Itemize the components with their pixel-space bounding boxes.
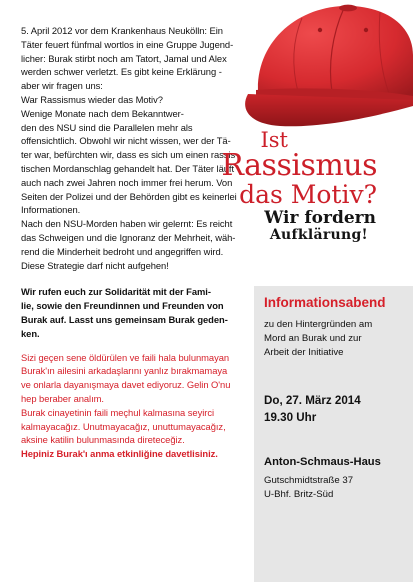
event-datetime: [264, 392, 361, 426]
headline-motiv: das Motiv?: [239, 180, 377, 209]
text-line: aber wir fragen uns:: [21, 80, 103, 92]
text-line: tischen Mordanschlag gehandelt hat. Der Täter läuft: [21, 162, 235, 174]
intro-paragraph: [21, 24, 243, 272]
text-line: das Schweigen und die Ignoranz der Mehrheit, wäh-: [21, 231, 236, 243]
text-line: hep beraber analım.: [21, 392, 104, 404]
text-line: zu den Hintergründen am: [264, 319, 373, 330]
text-line: Wenige Monate nach dem Bekanntwer-: [21, 107, 184, 119]
text-line: 5. April 2012 vor dem Krankenhaus Neukölln: Ein: [21, 25, 223, 36]
headline-ist: Ist: [260, 128, 288, 152]
cap-image: [221, 0, 413, 250]
text-line: Mord an Burak und zur: [264, 333, 362, 344]
text-line: aksine katilin bulunmasında direteceğiz.: [21, 434, 185, 446]
text-line: Burak'ın ailesini arkadaşlarını yanlız bırakmamaya: [21, 365, 228, 377]
text-line: Burak cinayetinin faili meçhul kalmasına seyirci: [21, 406, 214, 418]
venue-street: Gutschmidtstraße 37: [264, 475, 354, 486]
event-title: Informationsabend: [264, 295, 386, 310]
event-venue: Anton-Schmaus-Haus: [264, 456, 381, 468]
text-line: Burak auf. Lasst uns gemeinsam Burak geden-: [21, 313, 228, 325]
text-line: kalmayacağız. Unutmayacağız, unuttumayacağız,: [21, 420, 226, 432]
text-line: Arbeit der Initiative: [264, 347, 344, 358]
event-time: 19.30 Uhr: [264, 411, 317, 424]
text-line: ter war, befürchten wir, dass es sich um einen rassis-: [21, 149, 239, 161]
event-date: Do, 27. März 2014: [264, 394, 361, 407]
text-line: Diese Strategie darf nicht aufgehen!: [21, 259, 169, 271]
text-line: Nach den NSU-Morden haben wir gelernt: Es reicht: [21, 218, 233, 230]
event-info-box: [254, 286, 413, 582]
text-line: lie, sowie den Freundinnen und Freunden von: [21, 300, 224, 312]
text-line: werden schwer verletzt. Es gibt keine Erklärung -: [21, 66, 222, 78]
article-text: [21, 24, 243, 461]
event-address: [264, 474, 353, 501]
text-line: War Rassismus wieder das Motiv?: [21, 93, 163, 105]
text-line: Wir rufen euch zur Solidarität mit der Fami-: [21, 286, 211, 298]
text-line: rend die Minderheit bedroht und angegriffen wird.: [21, 245, 224, 257]
text-line: den des NSU sind die Parallelen mehr als: [21, 121, 193, 133]
text-line: Sizi geçen sene öldürülen ve faili hala bulunmayan: [21, 351, 230, 363]
text-line: Seiten der Polizei und der Behörden gibt es keinerlei: [21, 190, 237, 202]
text-line: Informationen.: [21, 204, 81, 216]
text-line: ken.: [21, 327, 40, 339]
turkish-invitation: Hepiniz Burak'ı anma etkinliğine davetlisiniz.: [21, 448, 218, 460]
text-line: ve onlarla dayanışmaya davet ediyoruz. Gelin O'nu: [21, 379, 231, 391]
headline-aufklaerung: Aufklärung!: [269, 227, 368, 243]
solidarity-call: [21, 285, 243, 340]
text-line: Täter feuert fünfmal wortlos in eine Gruppe Jugend-: [21, 38, 234, 50]
venue-station: U-Bhf. Britz-Süd: [264, 488, 334, 500]
headline-rassismus: Rassismus: [221, 148, 377, 183]
event-description: [264, 318, 410, 360]
text-line: offensichtlich. Obwohl wir nicht wissen, wer der Tä-: [21, 135, 231, 147]
text-line: auch nach zwei Jahren noch immer frei herum. Von: [21, 176, 233, 188]
turkish-paragraph: [21, 351, 243, 461]
text-line: licher: Burak stirbt noch am Tatort, Jamal und Alex: [21, 52, 227, 64]
red-cap-icon: [240, 0, 413, 130]
headline-wir-fordern: Wir fordern: [264, 208, 376, 228]
